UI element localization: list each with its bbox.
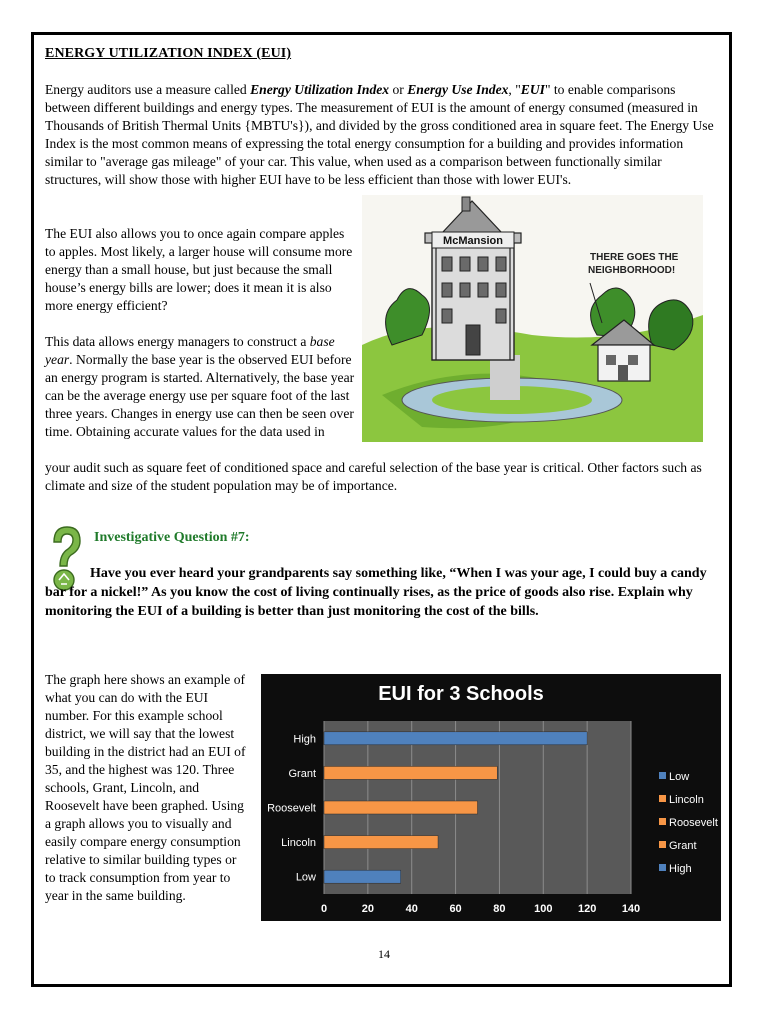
legend-label: Grant xyxy=(669,840,697,852)
legend-label: High xyxy=(669,863,692,875)
legend-label: Lincoln xyxy=(669,794,704,806)
term-eui: EUI xyxy=(520,82,545,97)
cartoon-caption-line2: NEIGHBORHOOD! xyxy=(588,265,676,276)
apples-paragraph: The EUI also allows you to once again compare apples to apples. Most likely, a larger house will consume more energy than a small house, but just because the small house’s energy bills are lower; does it mean it is also more energy efficient? xyxy=(45,226,353,313)
legend-swatch xyxy=(659,864,666,871)
intro-text: or xyxy=(389,82,408,97)
x-tick-label: 0 xyxy=(320,903,328,915)
term-energy-utilization-index: Energy Utilization Index xyxy=(250,82,390,97)
y-tick-label: Lincoln xyxy=(281,837,316,850)
intro-text: " to enable comparisons between different buildings and energy types. The measurement of EUI is the amount of energy consumed (measured in Thousands of British Thermal Units {MBTU's}), and divided by the gross conditioned area in square feet. The Energy Use Index is the most common means of expressing the total energy consumption for a building and provides information similar to "average gas mileage" of your car. This value, when used as a comparison between functionally similar structures, will show those with higher EUI have to be less efficient than those with lower EUI's. xyxy=(45,82,714,187)
bar-high xyxy=(324,732,587,745)
x-tick-label: 100 xyxy=(534,903,553,915)
y-tick-label: Grant xyxy=(288,767,316,780)
x-tick-label: 60 xyxy=(449,903,462,915)
intro-text: , " xyxy=(508,82,521,97)
legend-swatch xyxy=(659,772,666,779)
bar-low xyxy=(324,870,401,883)
question-title: Investigative Question #7: xyxy=(94,530,250,545)
term-energy-use-index: Energy Use Index xyxy=(407,82,509,97)
eui-bar-chart xyxy=(261,674,721,921)
question-body: Have you ever heard your grandparents say something like, “When I was your age, I could buy a candy bar for a nickel!” As you know the cost of living continually rises, as the price of goods also rise. Explain why monitoring the EUI of a building is better than just monitoring the cost of the bills. xyxy=(45,566,707,619)
base-year-paragraph xyxy=(45,333,360,441)
base-year-text: This data allows energy managers to construct a xyxy=(45,334,310,349)
y-tick-label: High xyxy=(293,733,316,746)
legend-label: Roosevelt xyxy=(669,817,718,829)
intro-text: Energy auditors use a measure called xyxy=(45,82,251,97)
page-number: 14 xyxy=(378,947,390,961)
chart-title: EUI for 3 Schools xyxy=(378,683,544,705)
base-year-text: . Normally the base year is the observed EUI before an energy program is started. Alternatively, the base year can be the average energy use per square foot of the last three years. Changes in energy use can then be seen over time. Obtaining accurate values for the data used in xyxy=(45,352,355,439)
legend-swatch xyxy=(659,795,666,802)
legend-label: Low xyxy=(669,771,690,783)
x-tick-label: 140 xyxy=(621,903,641,915)
legend-swatch xyxy=(659,841,666,848)
x-tick-label: 80 xyxy=(493,903,506,915)
cartoon-sign-text: McMansion xyxy=(443,235,503,247)
page-title: ENERGY UTILIZATION INDEX (EUI) xyxy=(45,46,292,61)
x-tick-label: 120 xyxy=(577,903,597,915)
x-tick-label: 20 xyxy=(361,903,374,915)
bar-roosevelt xyxy=(324,801,478,814)
cartoon-caption-line1: THERE GOES THE xyxy=(590,252,679,263)
base-year-paragraph-continued: your audit such as square feet of conditioned space and careful selection of the base year is critical. Other factors such as climate and size of the student population may be of importance. xyxy=(45,460,702,493)
x-tick-label: 40 xyxy=(405,903,418,915)
mcmansion-cartoon-image xyxy=(362,195,703,442)
eui-intro-paragraph xyxy=(45,81,720,189)
bar-grant xyxy=(324,766,497,779)
legend-swatch xyxy=(659,818,666,825)
term-base-year: base year xyxy=(45,334,335,367)
y-tick-label: Roosevelt xyxy=(267,802,316,815)
bar-lincoln xyxy=(324,836,438,849)
graph-explanation-paragraph: The graph here shows an example of what you can do with the EUI number. For this example school district, we will say that the lowest building in the district had an EUI of 35, and the highest was 120. Three schools, Grant, Lincoln, and Roosevelt have been graphed. Using a graph allows you to visually and easily compare energy consumption relative to similar building types or to track consumption from year to year in the same building. xyxy=(45,672,246,903)
y-tick-label: Low xyxy=(295,871,316,884)
